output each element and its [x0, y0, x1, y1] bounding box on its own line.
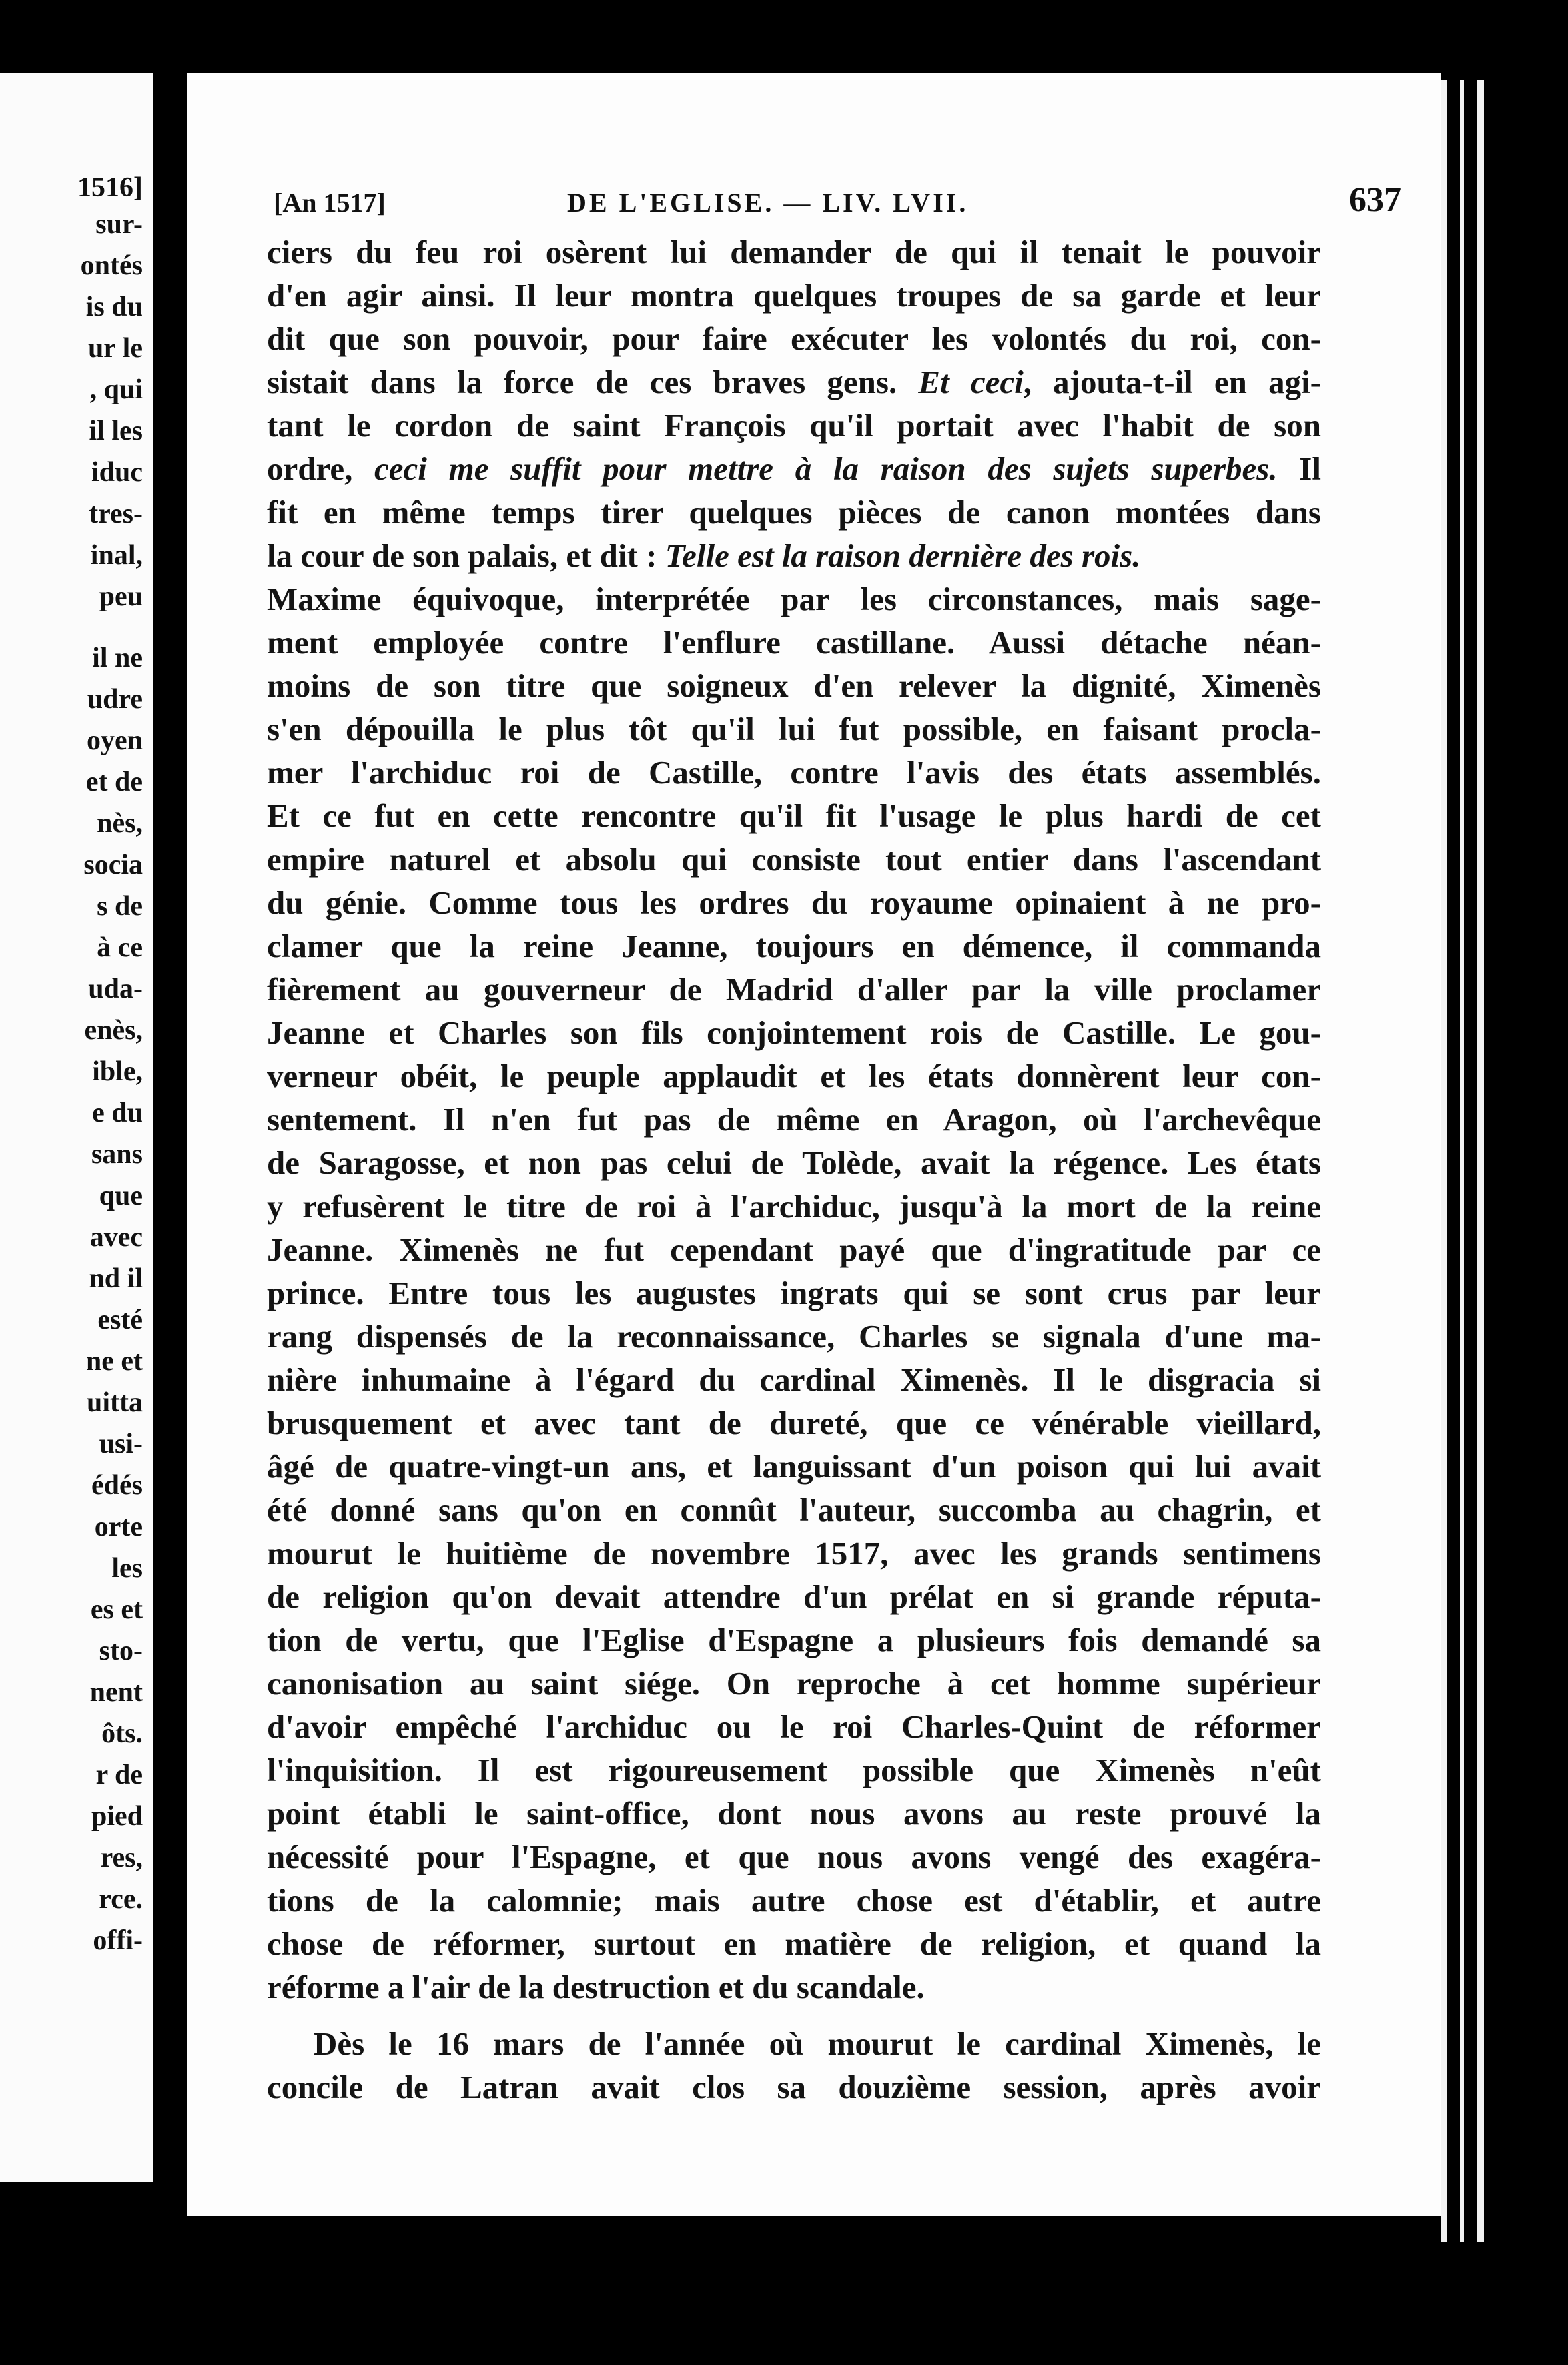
facing-page-text-fragment: udre	[87, 684, 143, 715]
text-segment: dit que son pouvoir, pour faire exécuter les volontés du roi, con-	[267, 320, 1321, 357]
facing-page-text-fragment: ne et	[85, 1346, 143, 1377]
facing-page-text-fragment: ontés	[80, 250, 143, 281]
text-line	[267, 1401, 1321, 1445]
text-line	[267, 1141, 1321, 1185]
text-segment: tion de vertu, que l'Eglise d'Espagne a plusieurs fois demandé sa	[267, 1622, 1321, 1658]
text-line	[267, 1054, 1321, 1098]
text-segment: du génie. Comme tous les ordres du royaume opinaient à ne pro-	[267, 884, 1321, 921]
italic-text-segment: Et ceci	[918, 364, 1024, 400]
text-segment: mer l'archiduc roi de Castille, contre l'avis des états assemblés.	[267, 754, 1321, 791]
text-segment: été donné sans qu'on en connût l'auteur, succomba au chagrin, et	[267, 1491, 1321, 1528]
text-segment: d'en agir ainsi. Il leur montra quelques troupes de sa garde et leur	[267, 277, 1321, 314]
page-edges	[1441, 67, 1568, 2242]
italic-text-segment: ceci me suffit pour mettre à la raison des sujets superbes.	[374, 450, 1278, 487]
text-segment: point établi le saint-office, dont nous avons au reste prouvé la	[267, 1795, 1321, 1832]
text-segment: y refusèrent le titre de roi à l'archiduc, jusqu'à la mort de la reine	[267, 1188, 1321, 1225]
text-line	[267, 1575, 1321, 1618]
facing-page-text-fragment: les	[111, 1553, 143, 1584]
facing-page-text-fragment: nès,	[97, 808, 143, 839]
text-segment: ordre,	[267, 450, 375, 487]
facing-page-text-fragment: et de	[85, 767, 143, 797]
text-line	[267, 1662, 1321, 1705]
facing-page-fragment	[0, 73, 153, 2182]
running-head	[274, 180, 1401, 220]
text-segment: Dès le 16 mars de l'année où mourut le cardinal Ximenès, le	[314, 2025, 1321, 2062]
facing-page-text-fragment: uitta	[87, 1387, 143, 1418]
text-segment: brusquement et avec tant de dureté, que ce vénérable vieillard,	[267, 1405, 1321, 1441]
text-line	[267, 1228, 1321, 1271]
facing-page-text-fragment: ur le	[87, 333, 143, 364]
text-line	[267, 751, 1321, 794]
text-segment: concile de Latran avait clos sa douzième session, après avoir	[267, 2069, 1321, 2105]
text-line	[267, 968, 1321, 1011]
text-segment: , ajouta-t-il en agi-	[1023, 364, 1322, 400]
text-line	[267, 1098, 1321, 1141]
text-segment: tant le cordon de saint François qu'il portait avec l'habit de son	[267, 407, 1321, 444]
facing-page-text-fragment: s de	[97, 891, 143, 922]
facing-page-text-fragment: es et	[90, 1594, 143, 1625]
facing-page-text-fragment: uda-	[88, 974, 143, 1004]
text-line	[267, 1705, 1321, 1748]
text-line	[267, 360, 1321, 404]
text-segment: ciers du feu roi osèrent lui demander de qui il tenait le pouvoir	[267, 234, 1321, 270]
facing-page-text-fragment: is du	[85, 292, 143, 322]
text-line	[267, 1748, 1321, 1792]
text-line	[267, 1185, 1321, 1228]
text-line	[267, 1879, 1321, 1922]
facing-page-text-fragment: il les	[89, 416, 143, 446]
book-gutter	[153, 0, 187, 2365]
text-segment: âgé de quatre-vingt-un ans, et languissant d'un poison qui lui avait	[267, 1448, 1321, 1485]
text-segment: l'inquisition. Il est rigoureusement possible que Ximenès n'eût	[267, 1752, 1321, 1788]
text-line	[267, 621, 1321, 664]
facing-page-text-fragment: à ce	[97, 932, 143, 963]
text-segment: s'en dépouilla le plus tôt qu'il lui fut possible, en faisant procla-	[267, 711, 1321, 747]
italic-text-segment: Telle est la raison dernière des rois.	[665, 537, 1141, 574]
facing-page-text-fragment: avec	[89, 1222, 143, 1253]
facing-page-text-fragment: sur-	[95, 209, 143, 240]
text-segment: rang dispensés de la reconnaissance, Charles se signala d'une ma-	[267, 1318, 1321, 1355]
text-line	[267, 664, 1321, 707]
running-head-title: DE L'EGLISE. — LIV. LVII.	[567, 188, 969, 218]
text-segment: Maxime équivoque, interprétée par les circonstances, mais sage-	[267, 581, 1321, 617]
text-line	[267, 1618, 1321, 1662]
text-segment: prince. Entre tous les augustes ingrats qui se sont crus par leur	[267, 1275, 1321, 1311]
text-segment: chose de réformer, surtout en matière de religion, et quand la	[267, 1925, 1321, 1962]
text-line	[267, 2022, 1321, 2065]
facing-page-text-fragment: enès,	[84, 1015, 143, 1046]
facing-page-text-fragment: tres-	[89, 498, 143, 529]
book-page	[187, 73, 1441, 2216]
text-segment: mourut le huitième de novembre 1517, avec les grands sentimens	[267, 1535, 1321, 1572]
facing-page-text-fragment: il ne	[92, 643, 143, 673]
text-segment: Jeanne. Ximenès ne fut cependant payé que d'ingratitude par ce	[267, 1231, 1321, 1268]
text-segment: la cour de son palais, et dit :	[267, 537, 665, 574]
text-segment: clamer que la reine Jeanne, toujours en démence, il commanda	[267, 928, 1321, 964]
text-line	[267, 1922, 1321, 1965]
text-segment: ment employée contre l'enflure castillane. Aussi détache néan-	[267, 624, 1321, 661]
text-line	[267, 1488, 1321, 1532]
facing-page-text-fragment: que	[99, 1180, 143, 1211]
text-line	[267, 534, 1321, 577]
text-segment: canonisation au saint siége. On reproche à cet homme supérieur	[267, 1665, 1321, 1702]
facing-page-text-fragment: nent	[89, 1677, 143, 1708]
text-line	[267, 1315, 1321, 1358]
facing-page-text-fragment: sans	[91, 1139, 143, 1170]
text-segment: nière inhumaine à l'égard du cardinal Ximenès. Il le disgracia si	[267, 1361, 1321, 1398]
text-line	[267, 1358, 1321, 1401]
page-edge-leaf	[1441, 80, 1447, 2242]
text-line	[267, 577, 1321, 621]
page-edge-leaf	[1460, 80, 1464, 2242]
text-segment: nécessité pour l'Espagne, et que nous avons vengé des exagéra-	[267, 1838, 1321, 1875]
facing-page-text-fragment: e du	[92, 1098, 143, 1128]
text-segment: fièrement au gouverneur de Madrid d'aller par la ville proclamer	[267, 971, 1321, 1008]
text-line	[267, 230, 1321, 274]
running-head-year: [An 1517]	[274, 188, 386, 218]
text-segment: fit en même temps tirer quelques pièces de canon montées dans	[267, 494, 1321, 531]
text-segment: Et ce fut en cette rencontre qu'il fit l'usage le plus hardi de cet	[267, 797, 1321, 834]
text-line	[267, 794, 1321, 837]
page-edge-leaf	[1477, 80, 1484, 2242]
facing-page-text-fragment: res,	[100, 1842, 143, 1873]
text-line	[267, 447, 1321, 490]
text-line	[267, 837, 1321, 881]
text-segment: de Saragosse, et non pas celui de Tolède, avait la régence. Les états	[267, 1144, 1321, 1181]
text-line	[267, 317, 1321, 360]
facing-page-text-fragment: sto-	[99, 1636, 143, 1666]
facing-page-text-fragment: ôts.	[101, 1718, 143, 1749]
facing-page-text-fragment: rce.	[99, 1884, 143, 1915]
text-line	[267, 2065, 1321, 2109]
facing-page-text-fragment: édés	[91, 1470, 143, 1501]
text-segment: Jeanne et Charles son fils conjointement rois de Castille. Le gou-	[267, 1014, 1321, 1051]
page-number: 637	[1349, 181, 1401, 219]
text-line	[267, 1532, 1321, 1575]
text-line	[267, 404, 1321, 447]
text-line	[267, 1271, 1321, 1315]
text-segment: réforme a l'air de la destruction et du scandale.	[267, 1969, 925, 2005]
text-line	[267, 924, 1321, 968]
facing-page-text-fragment: esté	[97, 1305, 143, 1335]
facing-page-text-fragment: orte	[94, 1511, 143, 1542]
text-segment: d'avoir empêché l'archiduc ou le roi Charles-Quint de réformer	[267, 1708, 1321, 1745]
facing-page-text-fragment: pied	[91, 1801, 143, 1832]
facing-page-text-fragment: oyen	[87, 725, 143, 756]
text-line	[267, 707, 1321, 751]
text-segment: empire naturel et absolu qui consiste tout entier dans l'ascendant	[267, 841, 1321, 878]
facing-page-text-fragment: usi-	[99, 1429, 143, 1459]
text-segment: sentement. Il n'en fut pas de même en Aragon, où l'archevêque	[267, 1101, 1321, 1138]
text-line	[267, 1792, 1321, 1835]
text-segment: de religion qu'on devait attendre d'un prélat en si grande réputa-	[267, 1578, 1321, 1615]
facing-page-text-fragment: nd il	[89, 1263, 143, 1294]
facing-page-text-fragment: inal,	[90, 540, 143, 571]
facing-page-text-fragment: iduc	[91, 457, 143, 488]
text-segment: tions de la calomnie; mais autre chose est d'établir, et autre	[267, 1882, 1321, 1919]
text-line	[267, 1835, 1321, 1879]
text-line	[267, 881, 1321, 924]
text-line	[267, 274, 1321, 317]
text-line	[267, 1965, 1321, 2009]
text-line	[267, 1011, 1321, 1054]
facing-page-text-fragment: 1516]	[77, 172, 143, 203]
text-line	[267, 1445, 1321, 1488]
facing-page-text-fragment: r de	[95, 1760, 143, 1790]
facing-page-text-fragment: ible,	[92, 1056, 143, 1087]
facing-page-text-fragment: socia	[83, 850, 143, 880]
text-segment: Il	[1277, 450, 1321, 487]
body-text	[267, 230, 1321, 2109]
text-segment: verneur obéit, le peuple applaudit et les états donnèrent leur con-	[267, 1058, 1321, 1094]
facing-page-text-fragment: peu	[99, 581, 143, 612]
facing-page-text-fragment: offi-	[93, 1925, 143, 1956]
facing-page-text-fragment: , qui	[89, 374, 143, 405]
text-segment: moins de son titre que soigneux d'en relever la dignité, Ximenès	[267, 667, 1321, 704]
text-segment: sistait dans la force de ces braves gens.	[267, 364, 919, 400]
text-line	[267, 490, 1321, 534]
